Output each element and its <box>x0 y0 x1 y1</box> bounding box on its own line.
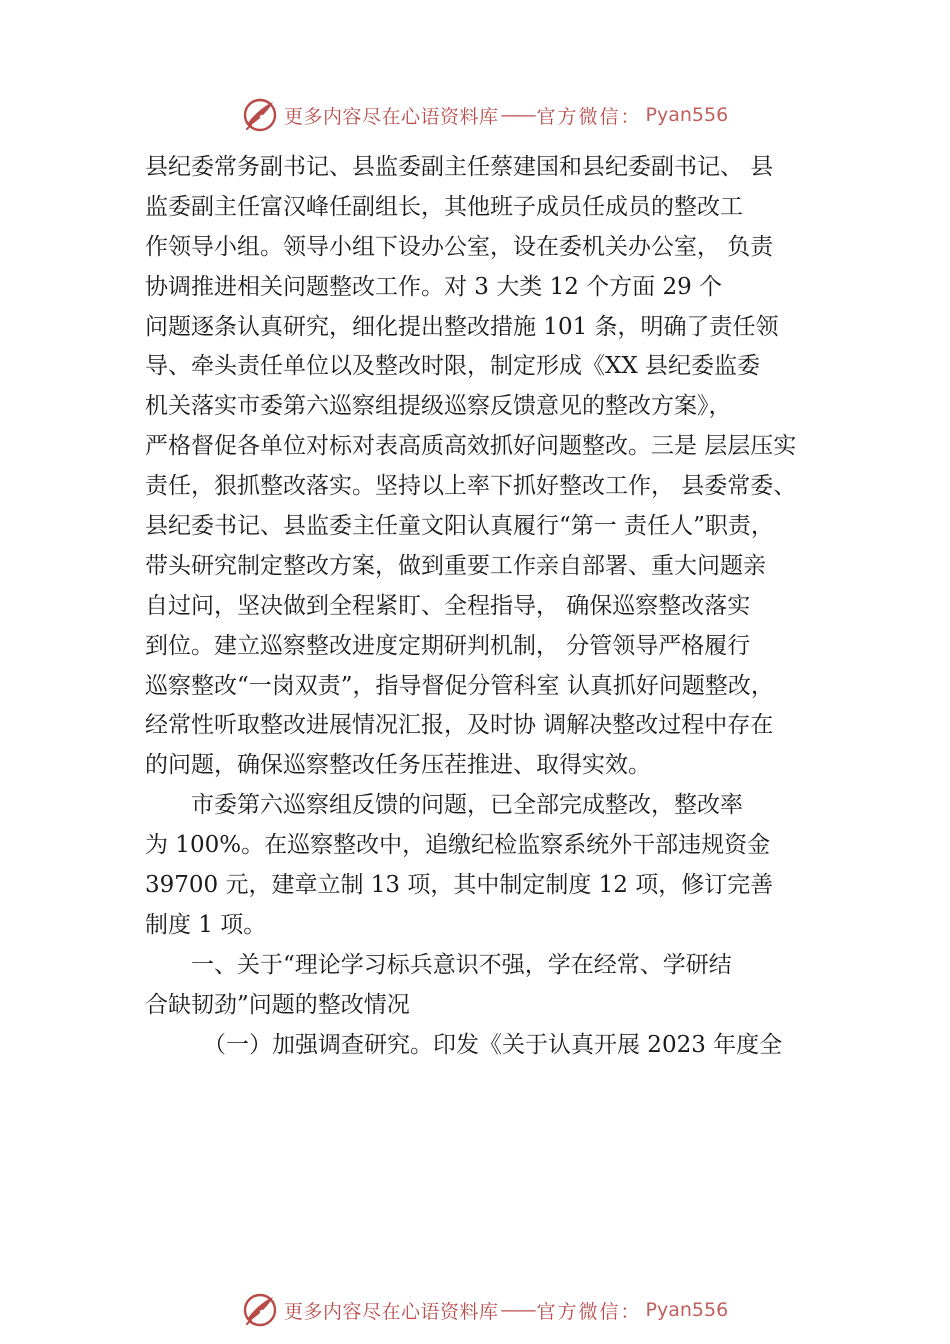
body-line: 作领导小组。领导小组下设办公室，设在委机关办公室， 负责 <box>145 233 774 260</box>
body-line: 协调推进相关问题整改工作。对 3 大类 12 个方面 29 个 <box>145 273 723 300</box>
section-heading-line: 合缺韧劲”问题的整改情况 <box>145 991 410 1018</box>
paragraph-start-line: 市委第六巡察组反馈的问题，已全部完成整改，整改率 <box>191 792 743 819</box>
banner-title: 更多内容尽在心语资料库 <box>284 105 499 128</box>
body-line: 到位。建立巡察整改进度定期研判机制， 分管领导严格履行 <box>145 632 751 659</box>
body-line: 县纪委常务副书记、县监委副主任蔡建国和县纪委副书记、 县 <box>145 154 774 180</box>
body-line: 严格督促各单位对标对表高质高效抓好问题整改。三是 层层压实 <box>145 433 797 460</box>
body-line: 监委副主任富汉峰任副组长，其他班子成员任成员的整改工 <box>145 193 743 220</box>
body-line: 带头研究制定整改方案，做到重要工作亲自部署、重大问题亲 <box>145 552 766 579</box>
body-line: 制度 1 项。 <box>145 911 267 938</box>
banner-dash: —— <box>500 1299 535 1321</box>
body-line: 的问题，确保巡察整改任务压茬推进、取得实效。 <box>145 752 651 779</box>
body-line: 39700 元，建章立制 13 项，其中制定制度 12 项，修订完善 <box>145 872 774 899</box>
body-line: 问题逐条认真研究，细化提出整改措施 101 条，明确了责任领 <box>145 313 779 340</box>
banner-dash: —— <box>500 104 535 126</box>
banner-subtitle: 官方微信： <box>536 1300 642 1323</box>
body-line: 为 100%。在巡察整改中，追缴纪检监察系统外干部违规资金 <box>145 832 771 859</box>
pen-logo-icon <box>242 1292 278 1328</box>
banner-subtitle: 官方微信： <box>536 105 642 128</box>
pen-logo-icon <box>242 97 278 133</box>
banner-wechat-id: Pyan556 <box>645 104 729 126</box>
banner-wechat-id: Pyan556 <box>645 1299 729 1321</box>
footer-banner <box>242 1290 728 1330</box>
body-line: 县纪委书记、县监委主任童文阳认真履行“第一 责任人”职责， <box>145 513 774 540</box>
subsection-heading-line: （一）加强调查研究。印发《关于认真开展 2023 年度全 <box>203 1031 783 1058</box>
body-line: 责任，狠抓整改落实。坚持以上率下抓好整改工作， 县委常委、 <box>145 473 797 500</box>
header-banner <box>242 95 728 135</box>
body-line: 巡察整改“一岗双责”，指导督促分管科室 认真抓好问题整改， <box>145 672 774 699</box>
section-heading-line: 一、关于“理论学习标兵意识不强，学在经常、学研结 <box>191 951 732 978</box>
document-body <box>145 148 845 1065</box>
body-line: 经常性听取整改进展情况汇报，及时协 调解决整改过程中存在 <box>145 712 774 739</box>
body-line: 机关落实市委第六巡察组提级巡察反馈意见的整改方案》， <box>145 393 732 420</box>
body-line: 导、牵头责任单位以及整改时限，制定形成《XX 县纪委监委 <box>145 353 761 380</box>
banner-title: 更多内容尽在心语资料库 <box>284 1300 499 1323</box>
body-line: 自过问，坚决做到全程紧盯、全程指导， 确保巡察整改落实 <box>145 592 751 619</box>
